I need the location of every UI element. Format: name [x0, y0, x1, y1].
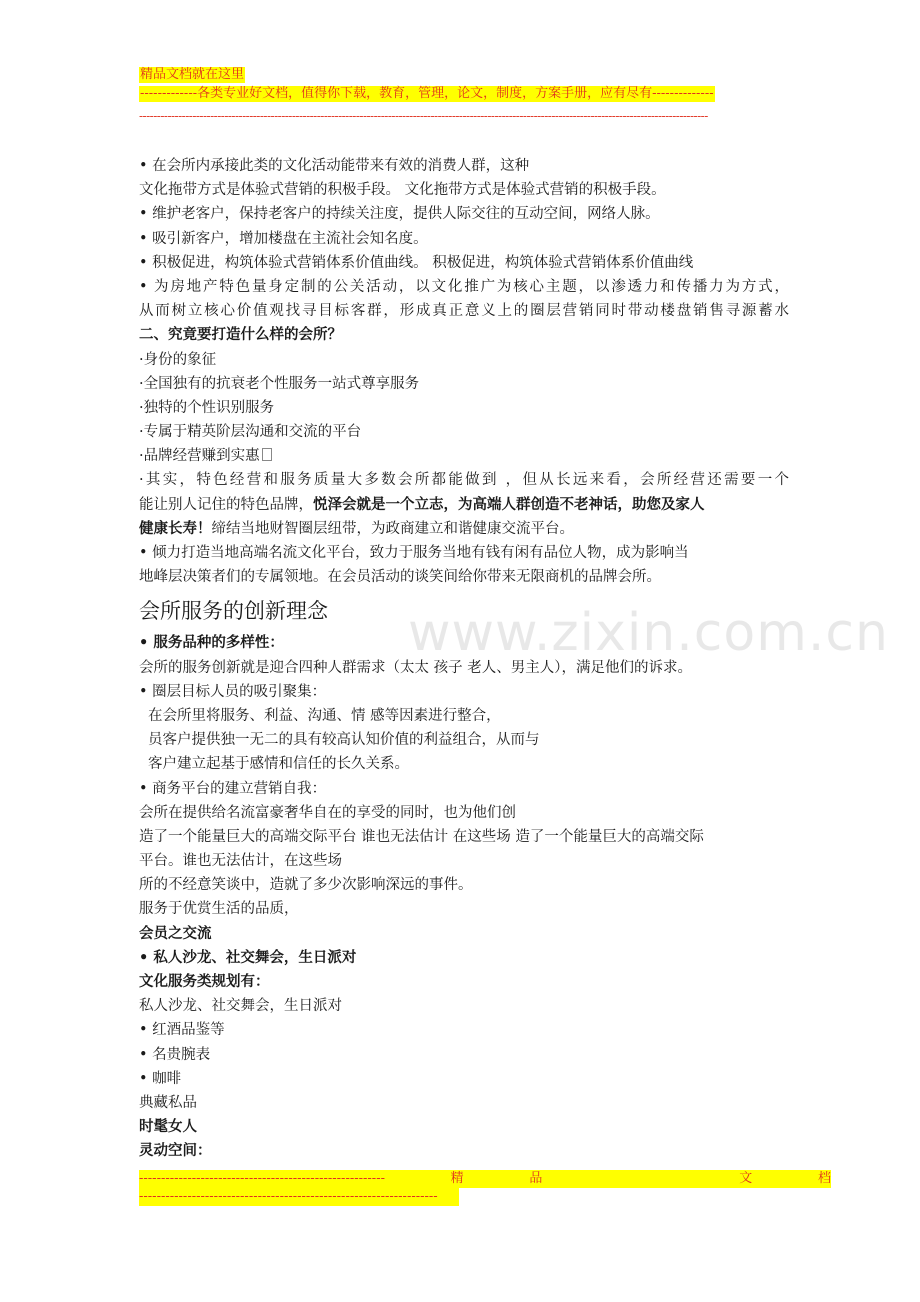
list-item: ·独特的个性识别服务	[139, 399, 275, 416]
text-line: 典藏私品	[139, 1094, 197, 1111]
list-item: • 咖啡	[139, 1070, 182, 1087]
bullet-value-curve: • 积极促进，构筑体验式营销体系价值曲线。 积极促进，构筑体验式营销体系价值曲线	[139, 254, 694, 271]
bullet-business-platform: • 商务平台的建立营销自我：	[139, 780, 327, 797]
bullet-old-customers: • 维护老客户，保持老客户的持续关注度，提供人际交往的互动空间，网络人脉。	[139, 206, 660, 223]
text-line: 服务于优赏生活的品质，	[139, 901, 299, 918]
list-item: ·身份的象征	[139, 351, 217, 368]
bullet-diversity: • 服务品种的多样性：	[139, 634, 284, 652]
subheading-space: 灵动空间：	[139, 1142, 212, 1160]
text-line: 会所的服务创新就是迎合四种人群需求（太太 孩子 老人、男主人），满足他们的诉求。	[139, 659, 692, 676]
header-line-2: -------------各类专业好文档，值得你下载，教育，管理，论文，制度，方案手册，应有尽有--------------	[140, 86, 714, 101]
section-title-innovation: 会所服务的创新理念	[139, 599, 328, 624]
bullet-new-customers: • 吸引新客户，增加楼盘在主流社会知名度。	[139, 230, 428, 247]
text-line: 客户建立起基于感情和信任的长久关系。	[148, 756, 409, 773]
footer-dashes: --------------------------------------------------------	[139, 1171, 385, 1186]
footer-word: 品	[529, 1171, 543, 1186]
bullet-salon: • 私人沙龙、社交舞会，生日派对	[139, 948, 357, 966]
bullet-circle-gathering: • 圈层目标人员的吸引聚集：	[139, 683, 327, 700]
text-line: 员客户提供独一无二的具有较高认知价值的利益组合，从而与	[148, 732, 540, 749]
header-dash-line: ----------------------------------------------------------------------------------------------------------------------------------------------------------------	[139, 109, 708, 123]
text-line: 会所在提供给名流富豪奢华自在的享受的同时，也为他们创	[139, 804, 516, 821]
text-line: 地峰层决策者们的专属领地。在会员活动的谈笑间给你带来无限商机的品牌会所。	[139, 569, 661, 586]
bullet-culture-platform: • 倾力打造当地高端名流文化平台，致力于服务当地有钱有闲有品位人物，成为影响当	[139, 545, 689, 561]
text-line: 造了一个能量巨大的高端交际平台 谁也无法估计 在这些场 造了一个能量巨大的高端交际	[139, 828, 704, 845]
text-line: 在会所里将服务、利益、沟通、情 感等因素进行整合，	[148, 707, 501, 724]
text-line-mixed	[139, 517, 789, 541]
list-item: • 红酒品鉴等	[139, 1022, 225, 1039]
text-normal: 缔结当地财智圈层纽带，为政商建立和谐健康交流平台。	[211, 520, 574, 537]
list-item: • 名贵腕表	[139, 1046, 211, 1063]
text-bold: 健康长寿！	[139, 519, 212, 537]
list-item: ·其实，特色经营和服务质量大多数会所都能做到 ，但从长远来看，会所经营还需要一个	[139, 472, 789, 489]
text-line: 平台。谁也无法估计，在这些场	[139, 853, 342, 870]
footer-word: 精	[450, 1171, 464, 1186]
document-body	[139, 154, 789, 1164]
list-item: ·专属于精英阶层沟通和交流的平台	[139, 424, 362, 441]
footer-line-1	[139, 1170, 831, 1188]
footer-word: 档	[817, 1171, 831, 1186]
bullet-culture-activity: • 在会所内承接此类的文化活动能带来有效的消费人群，这种	[139, 158, 530, 174]
bullet-pr-activity: • 为房地产特色量身定制的公关活动，以文化推广为核心主题，以渗透力和传播力为方式，	[139, 278, 789, 295]
text-line: 从而树立核心价值观找寻目标客群，形成真正意义上的圈层营销同时带动楼盘销售寻源蓄水	[139, 303, 789, 320]
footer-word: 文	[739, 1171, 753, 1186]
list-item-text: ·品牌经营赚到实惠	[139, 448, 260, 465]
section-heading-2: 二、究竟要打造什么样的会所？	[139, 326, 342, 344]
footer	[139, 1170, 831, 1212]
subheading-member-exchange: 会员之交流	[139, 924, 212, 942]
footer-line-2: --------------------------------------------------------------------	[139, 1188, 459, 1206]
text-line: 私人沙龙、社交舞会，生日派对	[139, 998, 342, 1015]
watermark: www.zixin.com.cn	[408, 603, 889, 663]
subheading-culture-services: 文化服务类规划有：	[139, 973, 270, 990]
list-item	[139, 444, 789, 468]
text-bold: 悦泽会就是一个立志，为高端人群创造不老神话，助您及家人	[313, 495, 705, 513]
text-normal: 能让别人记住的特色品牌，	[139, 496, 313, 513]
text-line-mixed	[139, 493, 789, 517]
subheading-fashion-women: 时髦女人	[139, 1118, 197, 1136]
header-line-1: 精品文档就在这里	[140, 67, 245, 82]
text-line: 所的不经意笑谈中，造就了多少次影响深远的事件。	[139, 877, 473, 894]
missing-glyph-icon	[262, 448, 272, 461]
text-line: 文化拖带方式是体验式营销的积极手段。 文化拖带方式是体验式营销的积极手段。	[139, 182, 666, 199]
list-item: ·全国独有的抗衰老个性服务一站式尊享服务	[139, 375, 420, 392]
